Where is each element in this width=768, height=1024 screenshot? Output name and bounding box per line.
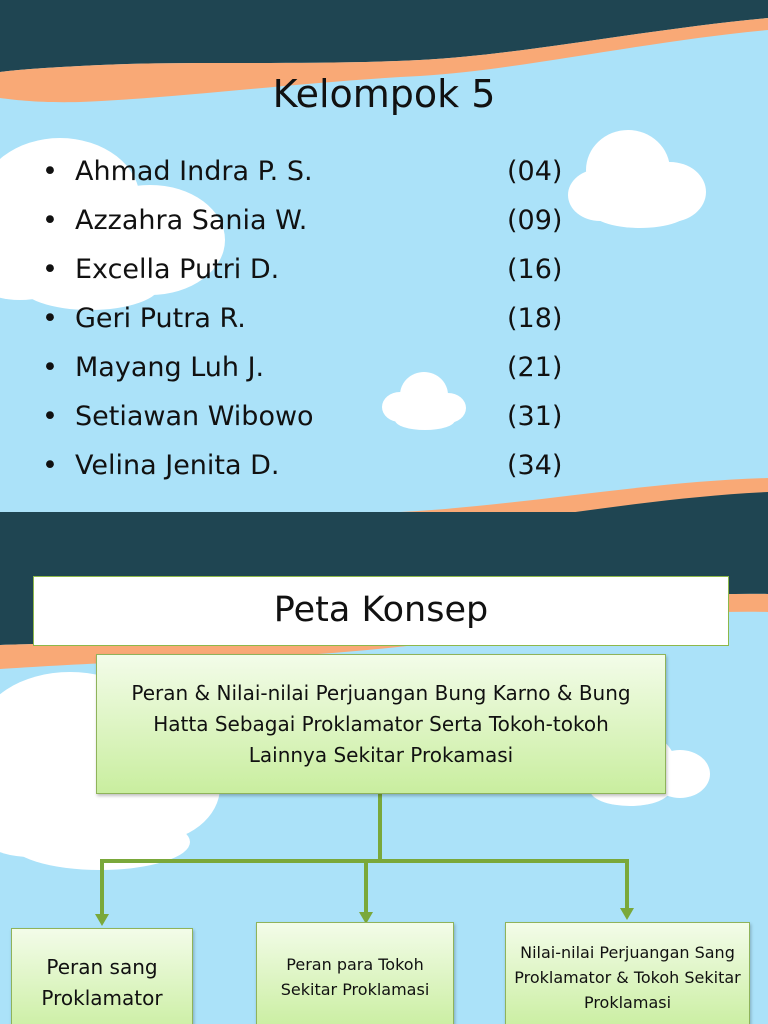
child-node-text: Peran sang Proklamator	[41, 955, 163, 1010]
bullet: •	[42, 205, 58, 236]
member-name: Excella Putri D.	[75, 254, 280, 285]
list-item	[40, 199, 580, 248]
bullet: •	[42, 450, 58, 481]
root-node-text: Peran & Nilai-nilai Perjuangan Bung Karno & Bung Hatta Sebagai Proklamator Serta Tokoh-tokoh Lainnya Sekitar Prokamasi	[131, 680, 631, 767]
member-number: (04)	[507, 156, 563, 187]
slide-peta-konsep	[0, 512, 768, 1024]
member-number: (31)	[507, 401, 563, 432]
child-node-proklamator	[11, 928, 193, 1024]
child-node-text: Nilai-nilai Perjuangan Sang Proklamator & Tokoh Sekitar Proklamasi	[514, 942, 741, 1012]
member-number: (18)	[507, 303, 563, 334]
list-item	[40, 297, 580, 346]
concept-map-title: Peta Konsep	[33, 576, 729, 646]
member-name: Azzahra Sania W.	[75, 205, 308, 236]
member-number: (34)	[507, 450, 563, 481]
member-name: Velina Jenita D.	[75, 450, 280, 481]
bullet: •	[42, 254, 58, 285]
bullet: •	[42, 401, 58, 432]
child-node-nilai	[505, 922, 750, 1024]
list-item	[40, 395, 580, 444]
member-name: Mayang Luh J.	[75, 352, 265, 383]
list-item	[40, 150, 580, 199]
arrow-down-icon	[95, 914, 109, 926]
member-name: Ahmad Indra P. S.	[75, 156, 313, 187]
bullet: •	[42, 303, 58, 334]
member-number: (09)	[507, 205, 563, 236]
bullet: •	[42, 352, 58, 383]
member-number: (21)	[507, 352, 563, 383]
member-name: Geri Putra R.	[75, 303, 246, 334]
child-node-tokoh	[256, 922, 454, 1024]
list-item	[40, 248, 580, 297]
bullet: •	[42, 156, 58, 187]
slide-title: Kelompok 5	[272, 72, 496, 116]
list-item	[40, 346, 580, 395]
child-node-text: Peran para Tokoh Sekitar Proklamasi	[280, 955, 430, 999]
arrow-down-icon	[620, 908, 634, 920]
list-item	[40, 444, 580, 493]
member-name: Setiawan Wibowo	[75, 401, 314, 432]
member-list	[40, 150, 580, 493]
root-node	[96, 654, 666, 794]
member-number: (16)	[507, 254, 563, 285]
